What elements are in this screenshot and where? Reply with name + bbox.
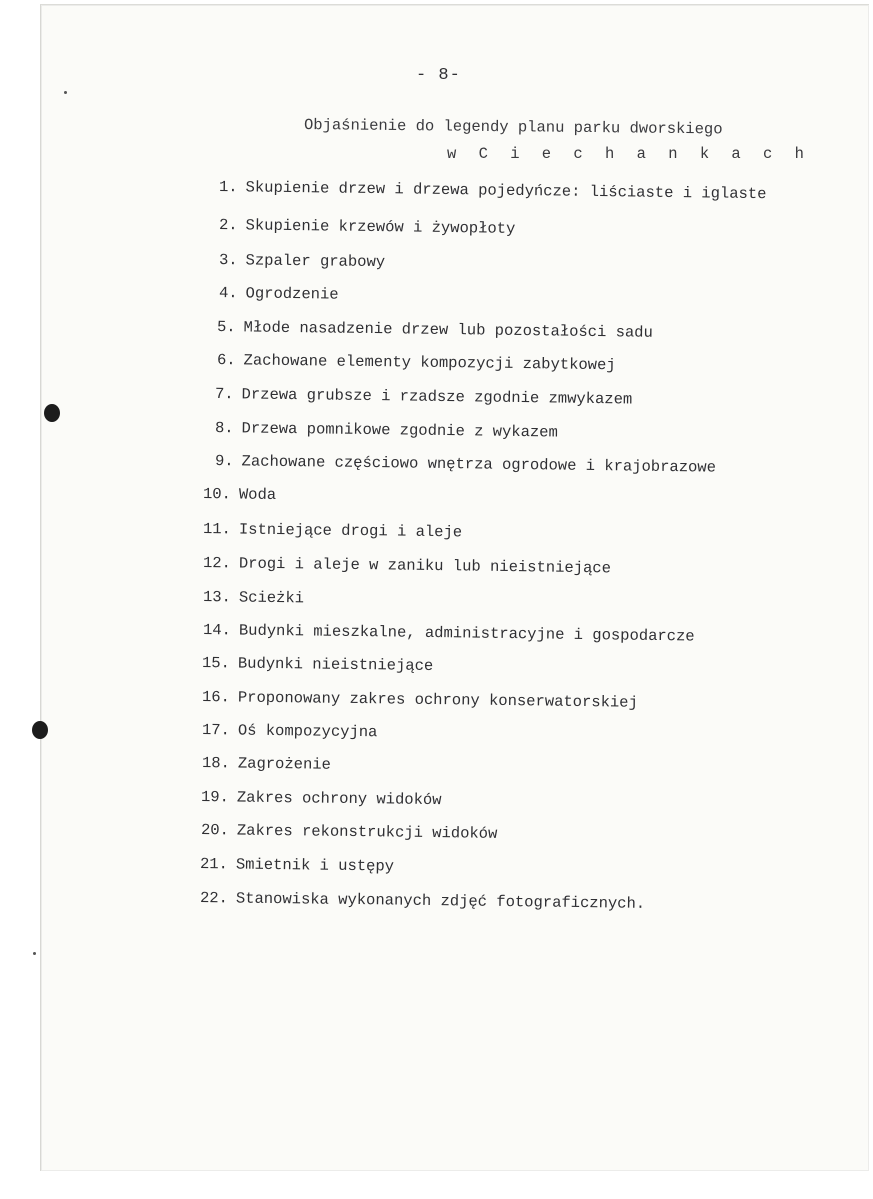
legend-item — [219, 216, 516, 238]
legend-item-text: Stanowiska wykonanych zdjęć fotograficznych. — [235, 889, 646, 913]
legend-item-number: 19. — [200, 788, 230, 807]
legend-item — [201, 788, 442, 809]
legend-item-text: Szpaler grabowy — [245, 251, 386, 272]
legend-item-text: Ogrodzenie — [245, 284, 339, 304]
punch-hole-upper — [44, 404, 60, 422]
legend-item-text: Zakres ochrony widoków — [236, 788, 442, 810]
legend-item-number: 4. — [218, 284, 238, 303]
legend-item-text: Istniejące drogi i aleje — [238, 520, 463, 542]
punch-hole-lower — [32, 721, 48, 739]
legend-item-number: 2. — [218, 216, 238, 235]
legend-item-text: Budynki nieistniejące — [237, 654, 434, 676]
legend-item-number: 8. — [214, 419, 234, 438]
legend-item-text: Smietnik i ustępy — [235, 855, 395, 876]
legend-item-text: Skupienie drzew i drzewa pojedyńcze: liściaste i iglaste — [245, 178, 767, 204]
legend-item-number: 11. — [202, 520, 232, 539]
legend-item-text: Zakres rekonstrukcji widoków — [236, 821, 498, 843]
legend-item-number: 13. — [202, 588, 232, 607]
legend-item-text: Drzewa grubsze i rzadsze zgodnie zmwykazem — [241, 385, 633, 409]
legend-item-number: 7. — [214, 385, 234, 404]
legend-item-number: 1. — [218, 178, 238, 197]
legend-item-number: 12. — [202, 554, 232, 573]
document-page — [40, 4, 869, 1171]
legend-item-text: Budynki mieszkalne, administracyjne i gospodarcze — [238, 621, 695, 646]
legend-item-text: Drogi i aleje w zaniku lub nieistniejące — [238, 554, 612, 578]
legend-item-number: 20. — [200, 821, 230, 840]
legend-item-text: Zagrożenie — [237, 754, 332, 774]
legend-item — [202, 754, 331, 774]
legend-item-text: Zachowane elementy kompozycji zabytkowej — [243, 351, 616, 375]
legend-item-number: 17. — [201, 721, 231, 740]
legend-item — [203, 588, 304, 607]
legend-item — [202, 654, 433, 675]
legend-item-number: 3. — [218, 251, 238, 270]
legend-item — [219, 284, 339, 304]
legend-item-text: Woda — [238, 485, 277, 504]
legend-item-text: Młode nasadzenie drzew lub pozostałości sadu — [243, 318, 653, 342]
legend-item-number: 18. — [201, 754, 231, 773]
legend-item-number: 5. — [216, 318, 236, 337]
legend-item-number: 9. — [214, 452, 234, 471]
legend-item-number: 22. — [199, 889, 229, 908]
legend-item — [203, 485, 276, 504]
legend-item-text: Oś kompozycyjna — [237, 721, 378, 742]
legend-item-number: 16. — [201, 688, 231, 707]
legend-item-text: Drzewa pomnikowe zgodnie z wykazem — [241, 419, 558, 442]
legend-item-number: 14. — [202, 621, 232, 640]
legend-item — [202, 721, 378, 741]
legend-item-number: 21. — [199, 855, 229, 874]
scan-speck — [33, 952, 36, 955]
scan-speck — [64, 91, 67, 94]
page-number: - 8- — [416, 66, 461, 85]
legend-item-text: Skupienie krzewów i żywopłoty — [245, 216, 516, 238]
legend-item-text: Zachowane częściowo wnętrza ogrodowe i krajobrazowe — [241, 452, 717, 477]
legend-item-number: 10. — [202, 485, 232, 504]
legend-item-number: 6. — [216, 351, 236, 370]
document-subtitle: w C i e c h a n k a c h — [447, 145, 811, 163]
document-title: Objaśnienie do legendy planu parku dworskiego — [303, 116, 723, 139]
legend-item — [203, 520, 462, 541]
legend-item-number: 15. — [201, 654, 231, 673]
legend-item — [219, 251, 385, 271]
legend-item-text: Proponowany zakres ochrony konserwatorskiej — [237, 688, 638, 712]
legend-item — [200, 855, 394, 876]
legend-item — [201, 821, 498, 843]
legend-item-text: Scieżki — [238, 588, 305, 608]
